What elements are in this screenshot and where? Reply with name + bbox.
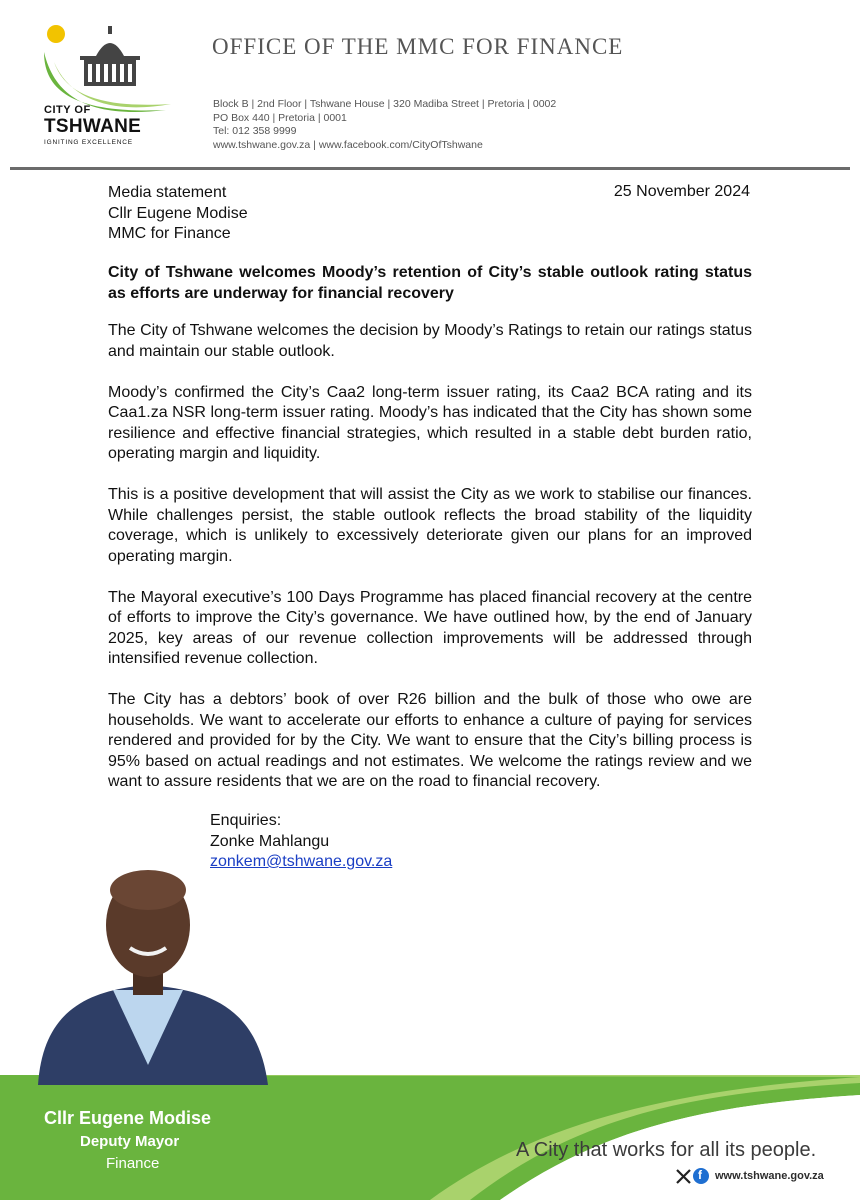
- enquiries-label: Enquiries:: [210, 812, 282, 829]
- logo-text-city-of: CITY OF: [44, 104, 91, 116]
- enquiries-contact-name: Zonke Mahlangu: [210, 832, 330, 850]
- statement-type: Media statement: [108, 184, 227, 201]
- header-contact-info: [213, 98, 556, 152]
- footer-social-links: [676, 1168, 824, 1184]
- header-divider: [10, 167, 850, 170]
- logo-tagline: IGNITING EXCELLENCE: [44, 139, 133, 146]
- enquiries-email-link[interactable]: zonkem@tshwane.gov.za: [210, 853, 393, 870]
- statement-author-role: MMC for Finance: [108, 225, 231, 242]
- body-paragraph: This is a positive development that will assist the City as we work to stabilise our finances. While challenges persist, the stable outlook reflects the broad stability of the liquidity coverage, which is unlikely to excessively deteriorate given our plans for an improved operating margin.: [108, 486, 752, 565]
- statement-headline: City of Tshwane welcomes Moody’s retention of City’s stable outlook rating status as efforts are underway for financial recovery: [108, 264, 752, 302]
- footer-official-name: Cllr Eugene Modise: [44, 1108, 212, 1128]
- footer-official-portfolio: Finance: [106, 1155, 160, 1172]
- header-address: Block B | 2nd Floor | Tshwane House | 320 Madiba Street | Pretoria | 0002: [213, 98, 557, 110]
- body-paragraph: The City has a debtors’ book of over R26 billion and the bulk of those who owe are households. We want to accelerate our efforts to enhance a culture of paying for services rendered and provided for by the City. We want to ensure that the City’s billing process is 95% based on actual readings and not estimates. We welcome the ratings review and we want to assure residents that we are on the road to financial recovery.: [108, 691, 752, 790]
- header-tel: Tel: 012 358 9999: [213, 125, 297, 137]
- office-title: OFFICE OF THE MMC FOR FINANCE: [212, 34, 624, 59]
- footer-website-link[interactable]: www.tshwane.gov.za: [715, 1170, 824, 1182]
- official-portrait: [18, 860, 280, 1085]
- footer-official-role: Deputy Mayor: [80, 1133, 180, 1150]
- x-icon[interactable]: [676, 1169, 691, 1184]
- city-slogan: A City that works for all its people.: [516, 1139, 817, 1161]
- facebook-icon[interactable]: [693, 1168, 709, 1184]
- header-po-box: PO Box 440 | Pretoria | 0001: [213, 111, 347, 124]
- statement-date: 25 November 2024: [613, 183, 750, 200]
- statement-body: [108, 321, 752, 813]
- statement-author: Cllr Eugene Modise: [108, 204, 248, 222]
- body-paragraph: The City of Tshwane welcomes the decision by Moody’s Ratings to retain our ratings status and maintain our stable outlook.: [108, 322, 752, 360]
- header-web: www.tshwane.gov.za | www.facebook.com/CityOfTshwane: [213, 138, 483, 151]
- statement-meta: [108, 183, 248, 245]
- body-paragraph: Moody’s confirmed the City’s Caa2 long-term issuer rating, its Caa2 BCA rating and its Caa1.za NSR long-term issuer rating. Moody’s has indicated that the City has shown some resilience and effective financial strategies, which resulted in a stable debt burden ratio, operating margin and liquidity.: [108, 383, 752, 462]
- logo-text-tshwane: TSHWANE: [44, 116, 142, 137]
- body-paragraph: The Mayoral executive’s 100 Days Programme has placed financial recovery at the centre of efforts to improve the City’s governance. We have outlined how, by the end of January 2025, key areas of our revenue collection improvements will be addressed through intensified revenue collection.: [108, 588, 752, 667]
